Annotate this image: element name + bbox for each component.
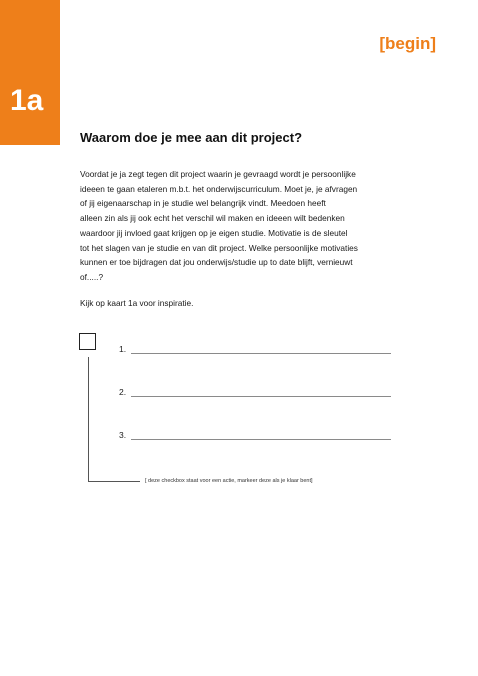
- action-answer-line[interactable]: [131, 439, 391, 440]
- intro-line: of jij eigenaarschap in je studie wel belangrijk vindt. Meedoen heeft: [80, 198, 326, 209]
- action-number: 3.: [119, 430, 127, 440]
- chapter-tab: [0, 0, 60, 145]
- inspiration-hint: Kijk op kaart 1a voor inspiratie.: [80, 298, 194, 308]
- intro-line: waardoor jij invloed gaat krijgen op je eigen studie. Motivatie is de sleutel: [80, 227, 348, 238]
- action-answer-line[interactable]: [131, 396, 391, 397]
- intro-line: tot het slagen van je studie en van dit project. Welke persoonlijke motivaties: [80, 242, 358, 253]
- action-row: [119, 386, 394, 400]
- intro-line: kunnen er toe bijdragen dat jou onderwijs/studie up to date blijft, vernieuwt: [80, 257, 353, 268]
- action-number: 1.: [119, 344, 127, 354]
- action-checkbox[interactable]: [79, 333, 96, 350]
- action-answer-line[interactable]: [131, 353, 391, 354]
- checkbox-connector-line: [88, 481, 140, 482]
- action-row: [119, 429, 394, 443]
- intro-line: ideeen te gaan etaleren m.b.t. het onderwijscurriculum. Moet je, je afvragen: [80, 183, 358, 194]
- begin-label: [begin]: [379, 34, 436, 53]
- action-number: 2.: [119, 387, 127, 397]
- intro-paragraph: [80, 167, 425, 285]
- page-title: Waarom doe je mee aan dit project?: [80, 130, 303, 145]
- checkbox-note: [ deze checkbox staat voor een actie, markeer deze als je klaar bent]: [145, 478, 313, 484]
- intro-line: alleen zin als jij ook echt het verschil wil maken en ideeen wilt bedenken: [80, 213, 345, 224]
- intro-line: of.....?: [80, 271, 104, 282]
- action-row: [119, 343, 394, 357]
- checkbox-connector-line: [88, 357, 89, 481]
- chapter-label: 1a: [10, 84, 44, 117]
- intro-line: Voordat je ja zegt tegen dit project waarin je gevraagd wordt je persoonlijke: [80, 169, 356, 179]
